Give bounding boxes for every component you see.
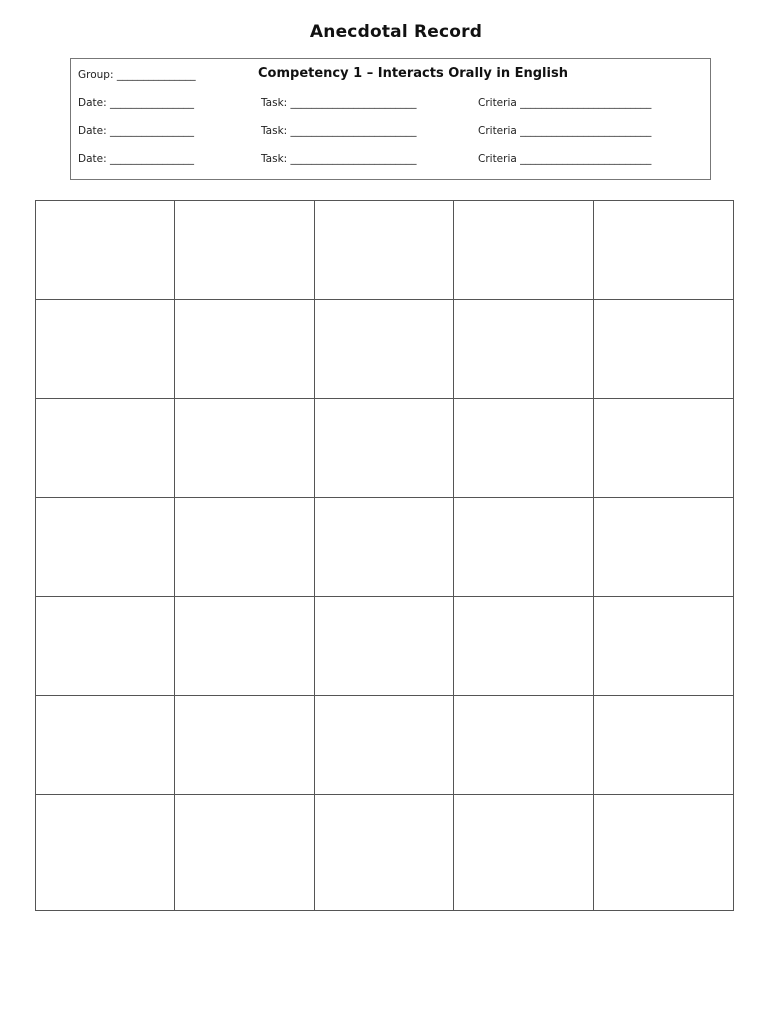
record-cell[interactable] [315,696,454,795]
page-title: Anecdotal Record [309,22,483,42]
record-cell[interactable] [315,597,454,696]
record-cell[interactable] [594,498,733,597]
record-cell[interactable] [454,795,593,910]
date-field[interactable]: Date: ________________ [78,97,194,109]
record-cell[interactable] [175,399,314,498]
record-cell[interactable] [594,696,733,795]
record-cell[interactable] [36,696,175,795]
record-cell[interactable] [454,201,593,300]
record-cell[interactable] [315,201,454,300]
record-cell[interactable] [594,399,733,498]
record-cell[interactable] [315,300,454,399]
record-cell[interactable] [175,201,314,300]
criteria-field[interactable]: Criteria _________________________ [478,153,652,165]
date-field[interactable]: Date: ________________ [78,153,194,165]
record-cell[interactable] [454,300,593,399]
record-cell[interactable] [175,300,314,399]
record-cell[interactable] [594,300,733,399]
record-cell[interactable] [36,597,175,696]
record-cell[interactable] [594,795,733,910]
record-cell[interactable] [175,498,314,597]
record-cell[interactable] [36,498,175,597]
task-field[interactable]: Task: ________________________ [261,125,417,137]
record-cell[interactable] [36,399,175,498]
record-cell[interactable] [454,597,593,696]
header-box [70,58,711,180]
record-cell[interactable] [315,795,454,910]
record-cell[interactable] [315,498,454,597]
group-field[interactable]: Group: _______________ [78,69,196,81]
record-cell[interactable] [594,201,733,300]
record-cell[interactable] [36,300,175,399]
record-cell[interactable] [36,795,175,910]
record-cell[interactable] [454,498,593,597]
criteria-field[interactable]: Criteria _________________________ [478,125,652,137]
record-cell[interactable] [175,696,314,795]
record-cell[interactable] [315,399,454,498]
record-cell[interactable] [36,201,175,300]
record-cell[interactable] [454,399,593,498]
criteria-field[interactable]: Criteria _________________________ [478,97,652,109]
competency-title: Competency 1 – Interacts Orally in English [258,66,568,81]
task-field[interactable]: Task: ________________________ [261,97,417,109]
record-cell[interactable] [454,696,593,795]
record-cell[interactable] [594,597,733,696]
record-grid [35,200,734,911]
record-cell[interactable] [175,597,314,696]
record-cell[interactable] [175,795,314,910]
date-field[interactable]: Date: ________________ [78,125,194,137]
task-field[interactable]: Task: ________________________ [261,153,417,165]
